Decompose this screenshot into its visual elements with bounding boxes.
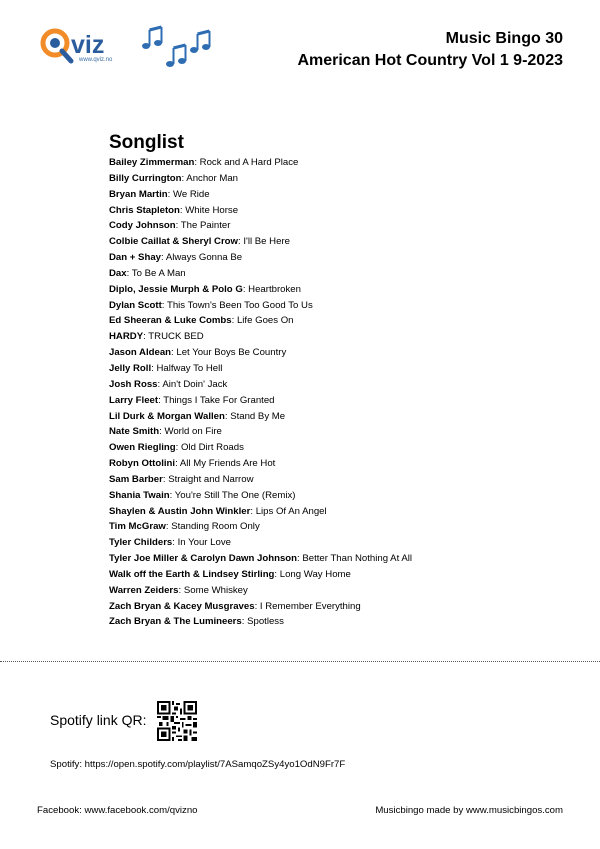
- song-item: Larry Fleet: Things I Take For Granted: [109, 394, 275, 406]
- song-item: Tyler Childers: In Your Love: [109, 537, 231, 549]
- song-item: HARDY: TRUCK BED: [109, 331, 204, 343]
- song-title: Ain't Doin' Jack: [162, 378, 228, 390]
- song-item: Dax: To Be A Man: [109, 267, 186, 279]
- song-title: You're Still The One (Remix): [174, 489, 296, 501]
- song-artist: Dax: [109, 267, 127, 279]
- song-artist: Josh Ross: [109, 378, 158, 390]
- song-item: Cody Johnson: The Painter: [109, 220, 231, 232]
- music-notes-icon: [140, 24, 220, 70]
- song-title: Old Dirt Roads: [180, 442, 244, 454]
- header: [297, 29, 563, 71]
- song-artist: HARDY: [109, 331, 144, 343]
- song-title: Stand By Me: [230, 410, 286, 422]
- song-item: Walk off the Earth & Lindsey Stirling: Long Way Home: [109, 568, 351, 580]
- song-artist: Billy Currington: [109, 172, 182, 184]
- song-item: Bailey Zimmerman: Rock and A Hard Place: [109, 157, 299, 168]
- song-title: Always Gonna Be: [165, 252, 243, 264]
- header-subtitle: American Hot Country Vol 1 9-2023: [297, 52, 563, 69]
- song-artist: Tyler Childers: [109, 537, 173, 549]
- song-artist: Walk off the Earth & Lindsey Stirling: [109, 568, 275, 580]
- song-title: Things I Take For Granted: [163, 394, 275, 406]
- qviz-logo: [38, 22, 128, 72]
- songlist-title: Songlist: [109, 132, 184, 153]
- song-item: Sam Barber: Straight and Narrow: [109, 473, 254, 485]
- header-title: Music Bingo 30: [445, 30, 563, 47]
- song-item: Robyn Ottolini: All My Friends Are Hot: [109, 458, 276, 470]
- song-title: Straight and Narrow: [168, 473, 254, 485]
- song-item: Dan + Shay: Always Gonna Be: [109, 252, 243, 264]
- song-artist: Tyler Joe Miller & Carolyn Dawn Johnson: [109, 553, 298, 565]
- song-item: Shania Twain: You're Still The One (Remix): [109, 489, 296, 501]
- song-item: Dylan Scott: This Town's Been Too Good To Us: [109, 299, 313, 311]
- song-title: The Painter: [180, 220, 231, 232]
- song-title: I Remember Everything: [259, 600, 361, 612]
- song-item: Tim McGraw: Standing Room Only: [109, 521, 260, 533]
- qr-label: Spotify link QR:: [50, 712, 147, 728]
- song-item: Tyler Joe Miller & Carolyn Dawn Johnson: Better Than Nothing At All: [109, 553, 413, 565]
- brand-url: www.qviz.no: [79, 57, 113, 63]
- song-title: White Horse: [185, 204, 239, 216]
- song-artist: Diplo, Jessie Murph & Polo G: [109, 283, 243, 295]
- song-item: Owen Riegling: Old Dirt Roads: [109, 442, 244, 454]
- song-title: Heartbroken: [248, 283, 301, 295]
- song-title: Lips Of An Angel: [255, 505, 327, 517]
- song-artist: Lil Durk & Morgan Wallen: [109, 410, 225, 422]
- song-artist: Chris Stapleton: [109, 204, 180, 216]
- song-artist: Bailey Zimmerman: [109, 157, 195, 168]
- song-artist: Colbie Caillat & Sheryl Crow: [109, 236, 239, 248]
- song-artist: Ed Sheeran & Luke Combs: [109, 315, 232, 327]
- song-item: Jelly Roll: Halfway To Hell: [109, 362, 223, 374]
- brand-name: viz: [71, 31, 105, 59]
- musicbingo-credit[interactable]: Musicbingo made by www.musicbingos.com: [375, 805, 563, 816]
- song-artist: Larry Fleet: [109, 394, 159, 406]
- song-artist: Jason Aldean: [109, 347, 172, 359]
- song-title: We Ride: [172, 188, 210, 200]
- song-artist: Cody Johnson: [109, 220, 176, 232]
- song-item: Colbie Caillat & Sheryl Crow: I'll Be Here: [109, 236, 290, 248]
- song-item: Zach Bryan & Kacey Musgraves: I Remember Everything: [109, 600, 361, 612]
- song-artist: Warren Zeiders: [109, 584, 179, 596]
- song-title: Rock and A Hard Place: [199, 157, 299, 168]
- song-item: Warren Zeiders: Some Whiskey: [109, 584, 248, 596]
- song-item: Diplo, Jessie Murph & Polo G: Heartbroken: [109, 283, 301, 295]
- song-title: World on Fire: [164, 426, 222, 438]
- song-artist: Owen Riegling: [109, 442, 176, 454]
- song-artist: Zach Bryan & Kacey Musgraves: [109, 600, 255, 612]
- song-title: This Town's Been Too Good To Us: [166, 299, 313, 311]
- song-item: Billy Currington: Anchor Man: [109, 172, 239, 184]
- song-artist: Shaylen & Austin John Winkler: [109, 505, 251, 517]
- song-title: To Be A Man: [131, 267, 186, 279]
- song-artist: Dan + Shay: [109, 252, 161, 264]
- dotted-divider: [0, 661, 600, 662]
- song-item: Shaylen & Austin John Winkler: Lips Of An Angel: [109, 505, 327, 517]
- song-artist: Sam Barber: [109, 473, 163, 485]
- song-artist: Jelly Roll: [109, 362, 152, 374]
- songlist: [109, 155, 412, 630]
- song-artist: Robyn Ottolini: [109, 458, 176, 470]
- song-artist: Bryan Martin: [109, 188, 168, 200]
- song-item: Lil Durk & Morgan Wallen: Stand By Me: [109, 410, 286, 422]
- song-title: I'll Be Here: [243, 236, 290, 248]
- song-title: Some Whiskey: [183, 584, 248, 596]
- song-artist: Tim McGraw: [109, 521, 166, 533]
- song-title: All My Friends Are Hot: [179, 458, 276, 470]
- song-title: Better Than Nothing At All: [302, 553, 413, 565]
- song-item: Chris Stapleton: White Horse: [109, 204, 239, 216]
- song-title: In Your Love: [177, 537, 231, 549]
- facebook-link[interactable]: Facebook: www.facebook.com/qvizno: [37, 805, 198, 816]
- song-title: Let Your Boys Be Country: [176, 347, 287, 359]
- song-title: Life Goes On: [236, 315, 294, 327]
- song-title: TRUCK BED: [148, 331, 204, 343]
- song-title: Halfway To Hell: [156, 362, 223, 374]
- song-artist: Nate Smith: [109, 426, 160, 438]
- song-title: Long Way Home: [279, 568, 351, 580]
- song-artist: Dylan Scott: [109, 299, 162, 311]
- song-title: Anchor Man: [186, 172, 239, 184]
- song-artist: Zach Bryan & The Lumineers: [109, 616, 242, 628]
- song-title: Spotless: [247, 616, 284, 628]
- song-item: Zach Bryan & The Lumineers: Spotless: [109, 616, 284, 628]
- song-item: Bryan Martin: We Ride: [109, 188, 210, 200]
- song-title: Standing Room Only: [171, 521, 260, 533]
- song-item: Ed Sheeran & Luke Combs: Life Goes On: [109, 315, 294, 327]
- spotify-qr-code[interactable]: [157, 701, 197, 741]
- song-artist: Shania Twain: [109, 489, 170, 501]
- song-item: Jason Aldean: Let Your Boys Be Country: [109, 347, 287, 359]
- song-item: Josh Ross: Ain't Doin' Jack: [109, 378, 228, 390]
- song-item: Nate Smith: World on Fire: [109, 426, 222, 438]
- spotify-link[interactable]: Spotify: https://open.spotify.com/playlist/7ASamqoZSy4yo1OdN9Fr7F: [50, 759, 346, 770]
